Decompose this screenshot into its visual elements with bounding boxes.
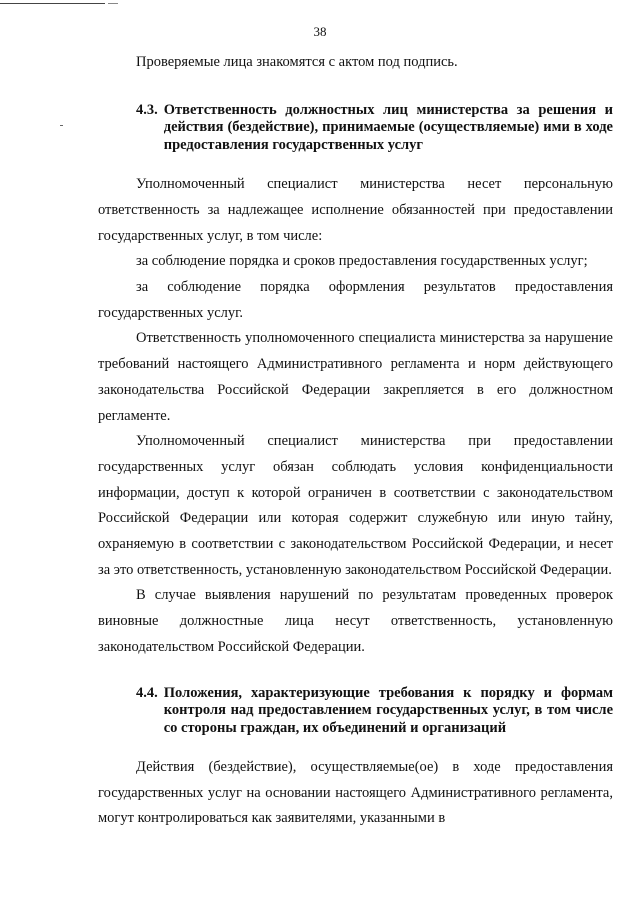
paragraph-intro: Проверяемые лица знакомятся с актом под подпись. (136, 54, 458, 70)
document-body (98, 50, 613, 832)
scan-artifact-line (0, 3, 105, 4)
scan-artifact-line-short (108, 3, 118, 4)
paragraph: Действия (бездействие), осуществляемые(ое) в ходе предоставления государственных услуг на основании настоящего Административного регламента, могут контролироваться как заявителями, указанными в (98, 759, 613, 827)
section-number: 4.3. (136, 101, 158, 118)
section-heading-4-3 (98, 102, 613, 155)
page-number: 38 (313, 24, 327, 39)
paragraph: В случае выявления нарушений по результатам проведенных проверок виновные должностные лица несут ответственность, установленную законодательством Российской Федерации. (98, 587, 613, 655)
paragraph: за соблюдение порядка и сроков предоставления государственных услуг; (136, 253, 588, 270)
section-title: Положения, характеризующие требования к порядку и формам контроля над предоставлением государственных услуг, в том числе со стороны граждан, их объединений и организаций (163, 684, 613, 736)
paragraph: Уполномоченный специалист министерства при предоставлении государственных услуг обязан соблюдать условия конфиденциальности информации, доступ к которой ограничен в соответствии с законодательством Российской Федерации или которая содержит служебную или иную тайну, охраняемую в соответствии с законодательством Российской Федерации, и несет за это ответственность, установленную законодательством Российской Федерации. (98, 433, 613, 578)
section-number: 4.4. (136, 684, 158, 701)
section-heading-4-4 (98, 685, 613, 738)
scan-speck (60, 125, 63, 126)
paragraph: Уполномоченный специалист министерства несет персональную ответственность за надлежащее исполнение обязанностей при предоставлении государственных услуг, в том числе: (98, 176, 613, 244)
paragraph: Ответственность уполномоченного специалиста министерства за нарушение требований настоящего Административного регламента и норм действующего законодательства Российской Федерации закрепляется в его должностном регламенте. (98, 330, 613, 424)
paragraph: за соблюдение порядка оформления результатов предоставления государственных услуг. (98, 279, 613, 321)
section-title: Ответственность должностных лиц министерства за решения и действия (бездействие), принимаемые (осуществляемые) ими в ходе предоставления государственных услуг (163, 101, 613, 153)
